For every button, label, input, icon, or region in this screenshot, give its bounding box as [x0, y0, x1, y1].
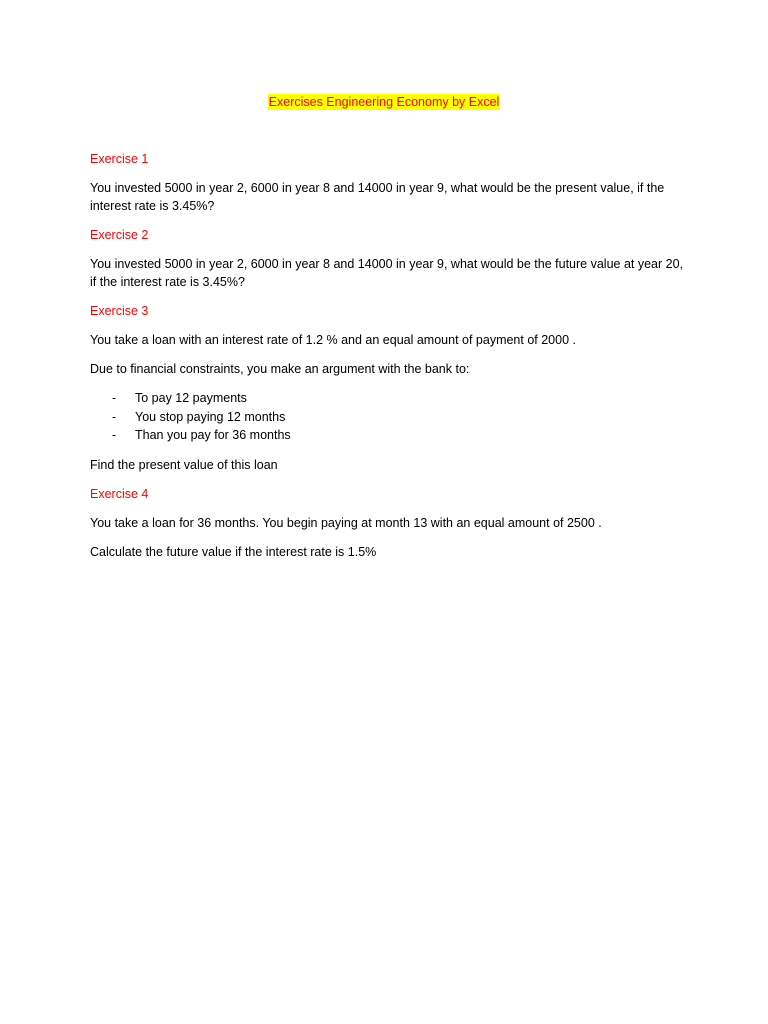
document-title: Exercises Engineering Economy by Excel [268, 95, 500, 109]
list-marker: - [112, 428, 117, 442]
exercise-4-section [90, 485, 690, 561]
list-marker: - [112, 409, 117, 424]
exercise-3-question: Find the present value of this loan [90, 457, 278, 472]
document-body [90, 150, 690, 572]
list-marker: - [112, 391, 117, 405]
list-item-text: Than you pay for 36 months [135, 428, 291, 442]
exercise-3-section [90, 302, 690, 474]
list-item [90, 408, 690, 427]
exercise-1-question: You invested 5000 in year 2, 6000 in year 8 and 14000 in year 9, what would be the present value, if the interest rate is 3.45%? [90, 181, 665, 213]
list-item [90, 389, 690, 408]
exercise-4-question: Calculate the future value if the interest rate is 1.5% [90, 544, 377, 559]
exercise-1-heading: Exercise 1 [90, 152, 149, 166]
title-container [0, 93, 768, 111]
exercise-4-heading: Exercise 4 [90, 486, 149, 501]
exercise-3-terms-list [90, 389, 690, 445]
exercise-2-section [90, 226, 690, 291]
exercise-2-question: You invested 5000 in year 2, 6000 in year 8 and 14000 in year 9, what would be the future value at year 20, if the interest rate is 3.45%? [90, 257, 684, 289]
exercise-3-constraint-intro: Due to financial constraints, you make an argument with the bank to: [90, 362, 470, 376]
exercise-3-loan-description: You take a loan with an interest rate of 1.2 % and an equal amount of payment of 2000 . [90, 333, 576, 347]
list-item [90, 426, 690, 445]
exercise-4-loan-description: You take a loan for 36 months. You begin paying at month 13 with an equal amount of 2500 . [90, 515, 602, 530]
exercise-3-heading: Exercise 3 [90, 304, 149, 318]
exercise-2-heading: Exercise 2 [90, 228, 149, 242]
list-item-text: You stop paying 12 months [135, 409, 286, 424]
list-item-text: To pay 12 payments [135, 391, 247, 405]
exercise-1-section [90, 150, 690, 215]
